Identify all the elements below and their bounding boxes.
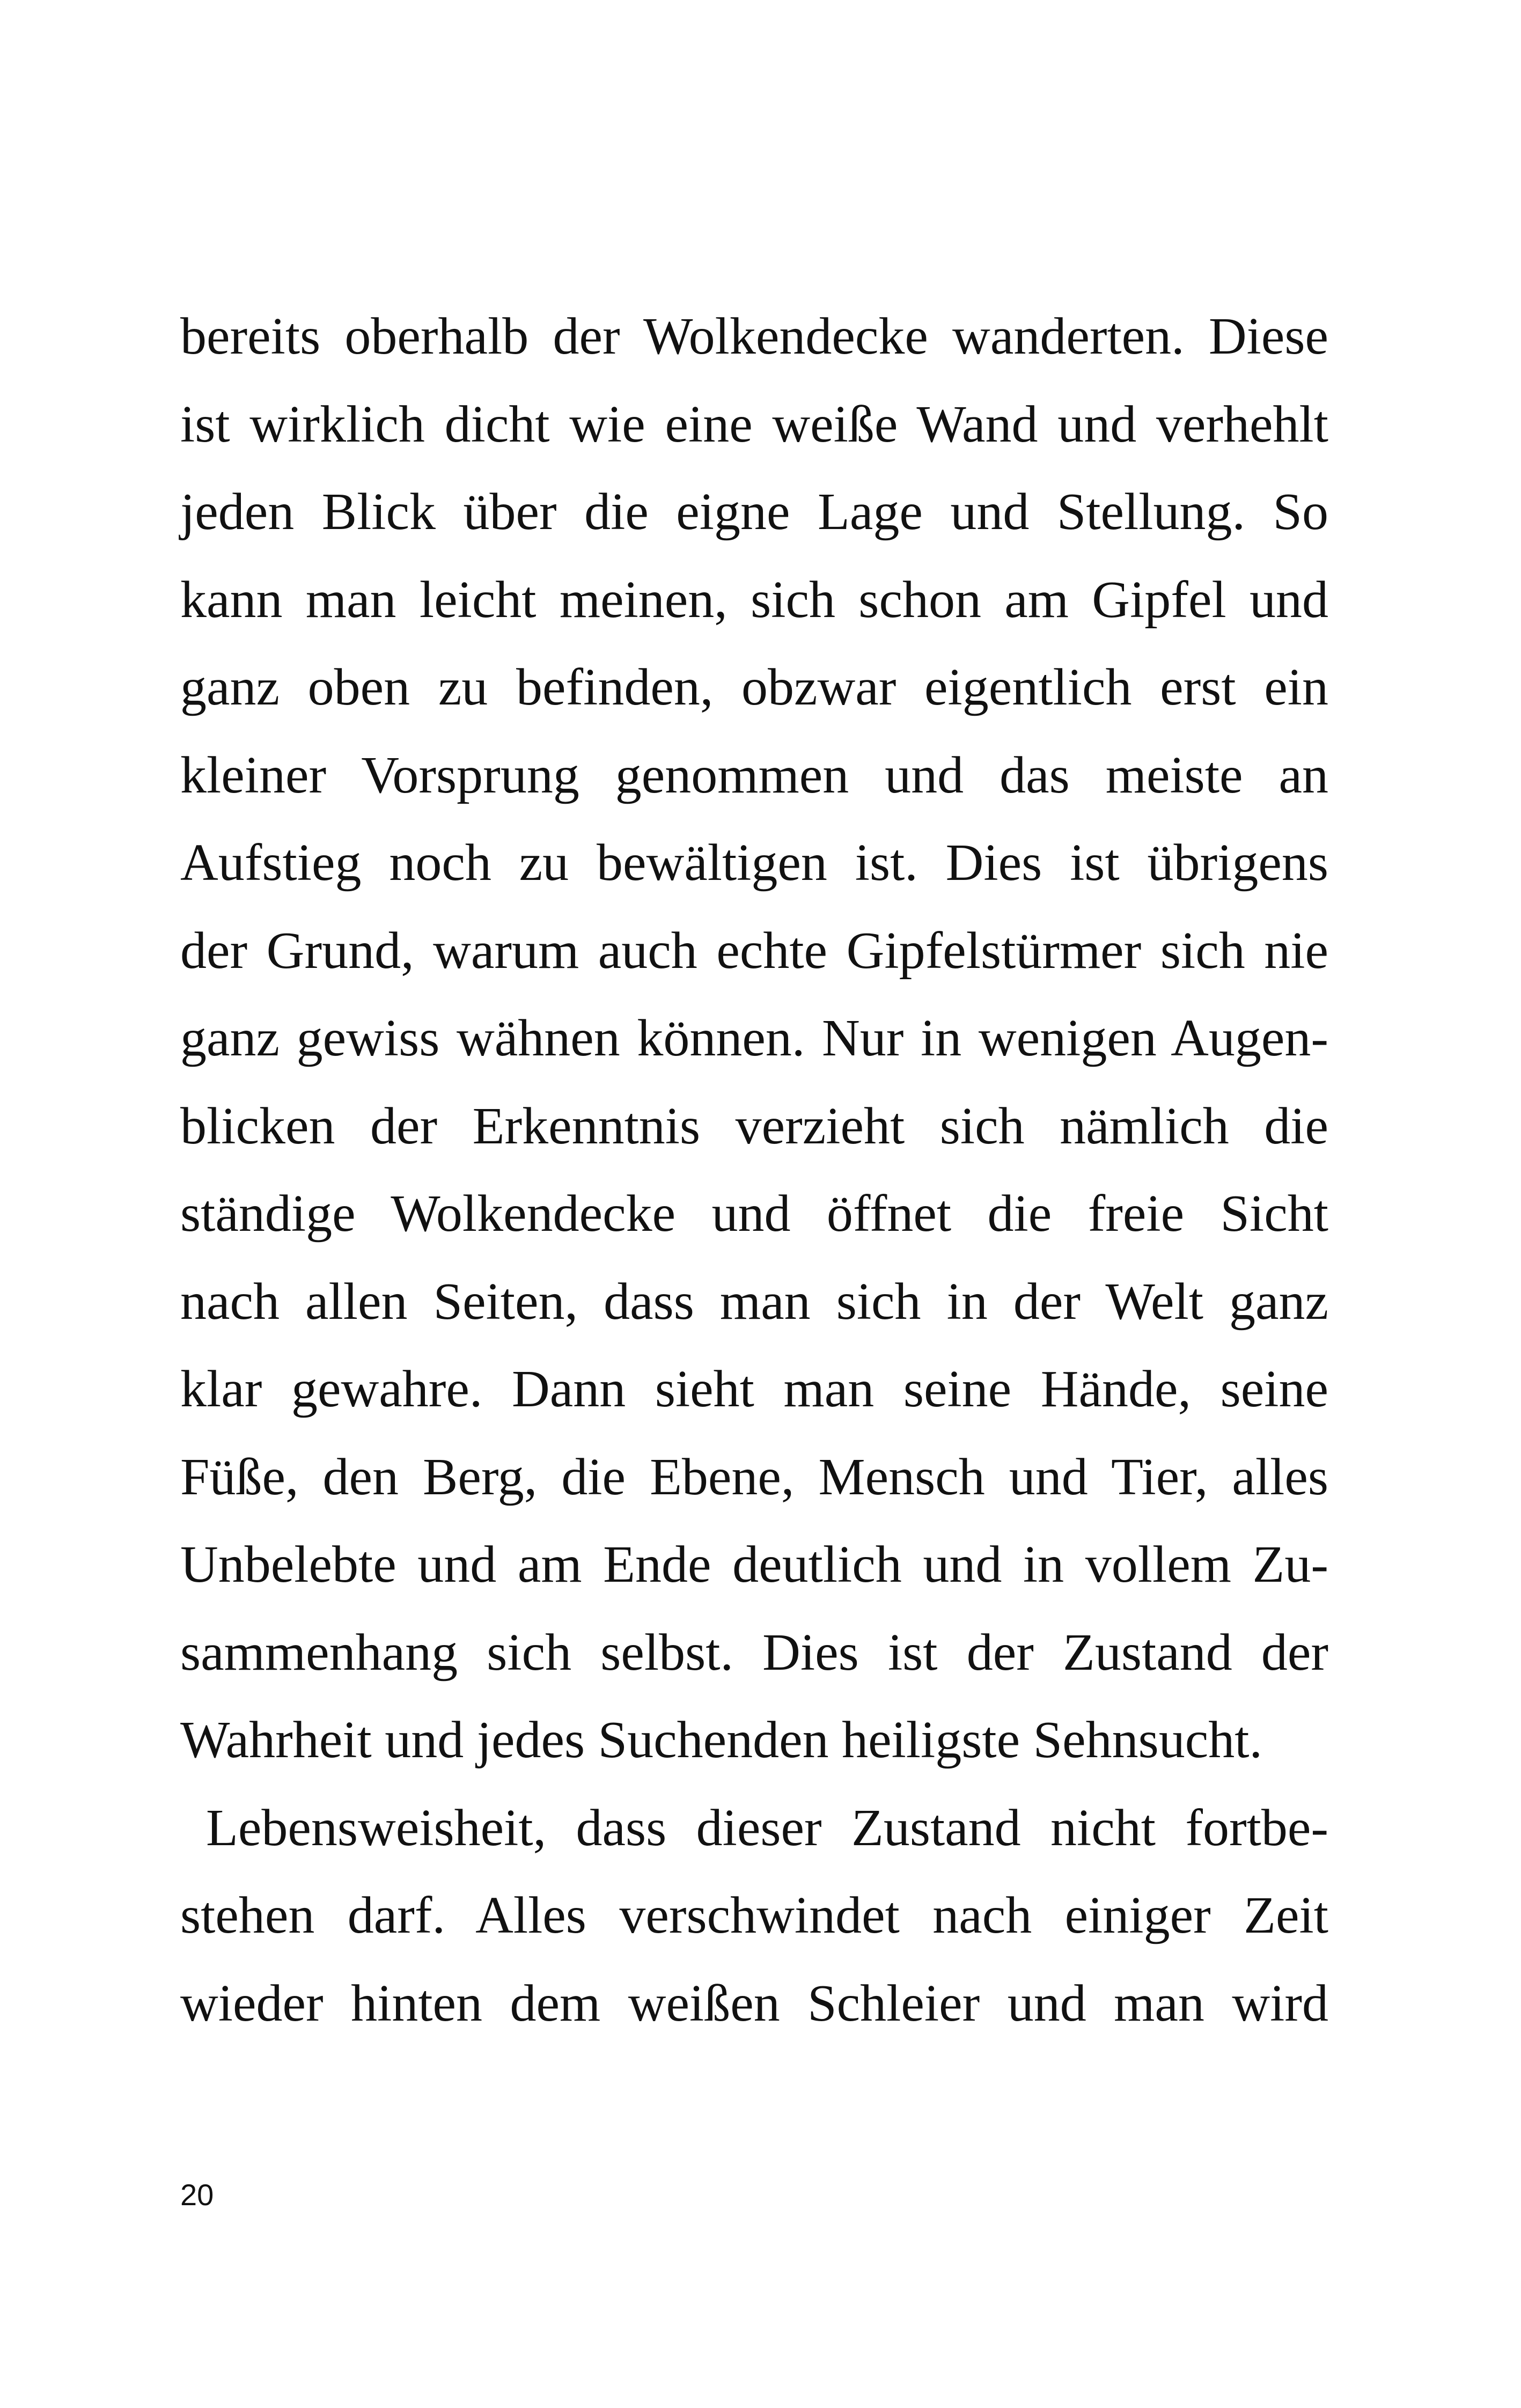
text-line: kleiner Vorsprung genommen und das meiste an — [180, 746, 1328, 804]
text-line: kann man leicht meinen, sich schon am Gipfel und — [180, 570, 1328, 629]
text-line: Aufstieg noch zu bewältigen ist. Dies ist übrigens — [180, 834, 1328, 892]
text-line: ständige Wolkendecke und öffnet die freie Sicht — [180, 1185, 1328, 1243]
text-line: jeden Blick über die eigne Lage und Stellung. So — [180, 483, 1328, 541]
text-line: stehen darf. Alles verschwindet nach einiger Zeit — [180, 1886, 1328, 1944]
text-line: bereits oberhalb der Wolkendecke wanderten. Diese — [180, 307, 1328, 365]
text-line: Lebensweisheit, dass dieser Zustand nicht fortbe- — [206, 1798, 1328, 1857]
paragraph-2 — [180, 1798, 1328, 2062]
text-line: blicken der Erkenntnis verzieht sich nämlich die — [180, 1097, 1328, 1155]
text-line: Füße, den Berg, die Ebene, Mensch und Tier, alles — [180, 1448, 1328, 1506]
text-line: Wahrheit und jedes Suchenden heiligste Sehnsucht. — [180, 1711, 1262, 1769]
paragraph-1 — [180, 307, 1328, 1798]
text-line: der Grund, warum auch echte Gipfelstürmer sich nie — [180, 921, 1328, 980]
text-line: ist wirklich dicht wie eine weiße Wand und verhehlt — [180, 395, 1328, 453]
text-line: sammenhang sich selbst. Dies ist der Zustand der — [180, 1623, 1328, 1682]
text-line: nach allen Seiten, dass man sich in der Welt ganz — [180, 1272, 1328, 1331]
text-line: ganz gewiss wähnen können. Nur in wenigen Augen- — [180, 1009, 1328, 1067]
text-line: Unbelebte und am Ende deutlich und in vollem Zu- — [180, 1536, 1328, 1594]
body-text — [180, 307, 1328, 2061]
text-line: wieder hinten dem weißen Schleier und man wird — [180, 1974, 1328, 2032]
text-line: ganz oben zu befinden, obzwar eigentlich erst ein — [180, 658, 1328, 716]
page-number: 20 — [180, 2178, 214, 2212]
text-line: klar gewahre. Dann sieht man seine Hände, seine — [180, 1360, 1328, 1418]
